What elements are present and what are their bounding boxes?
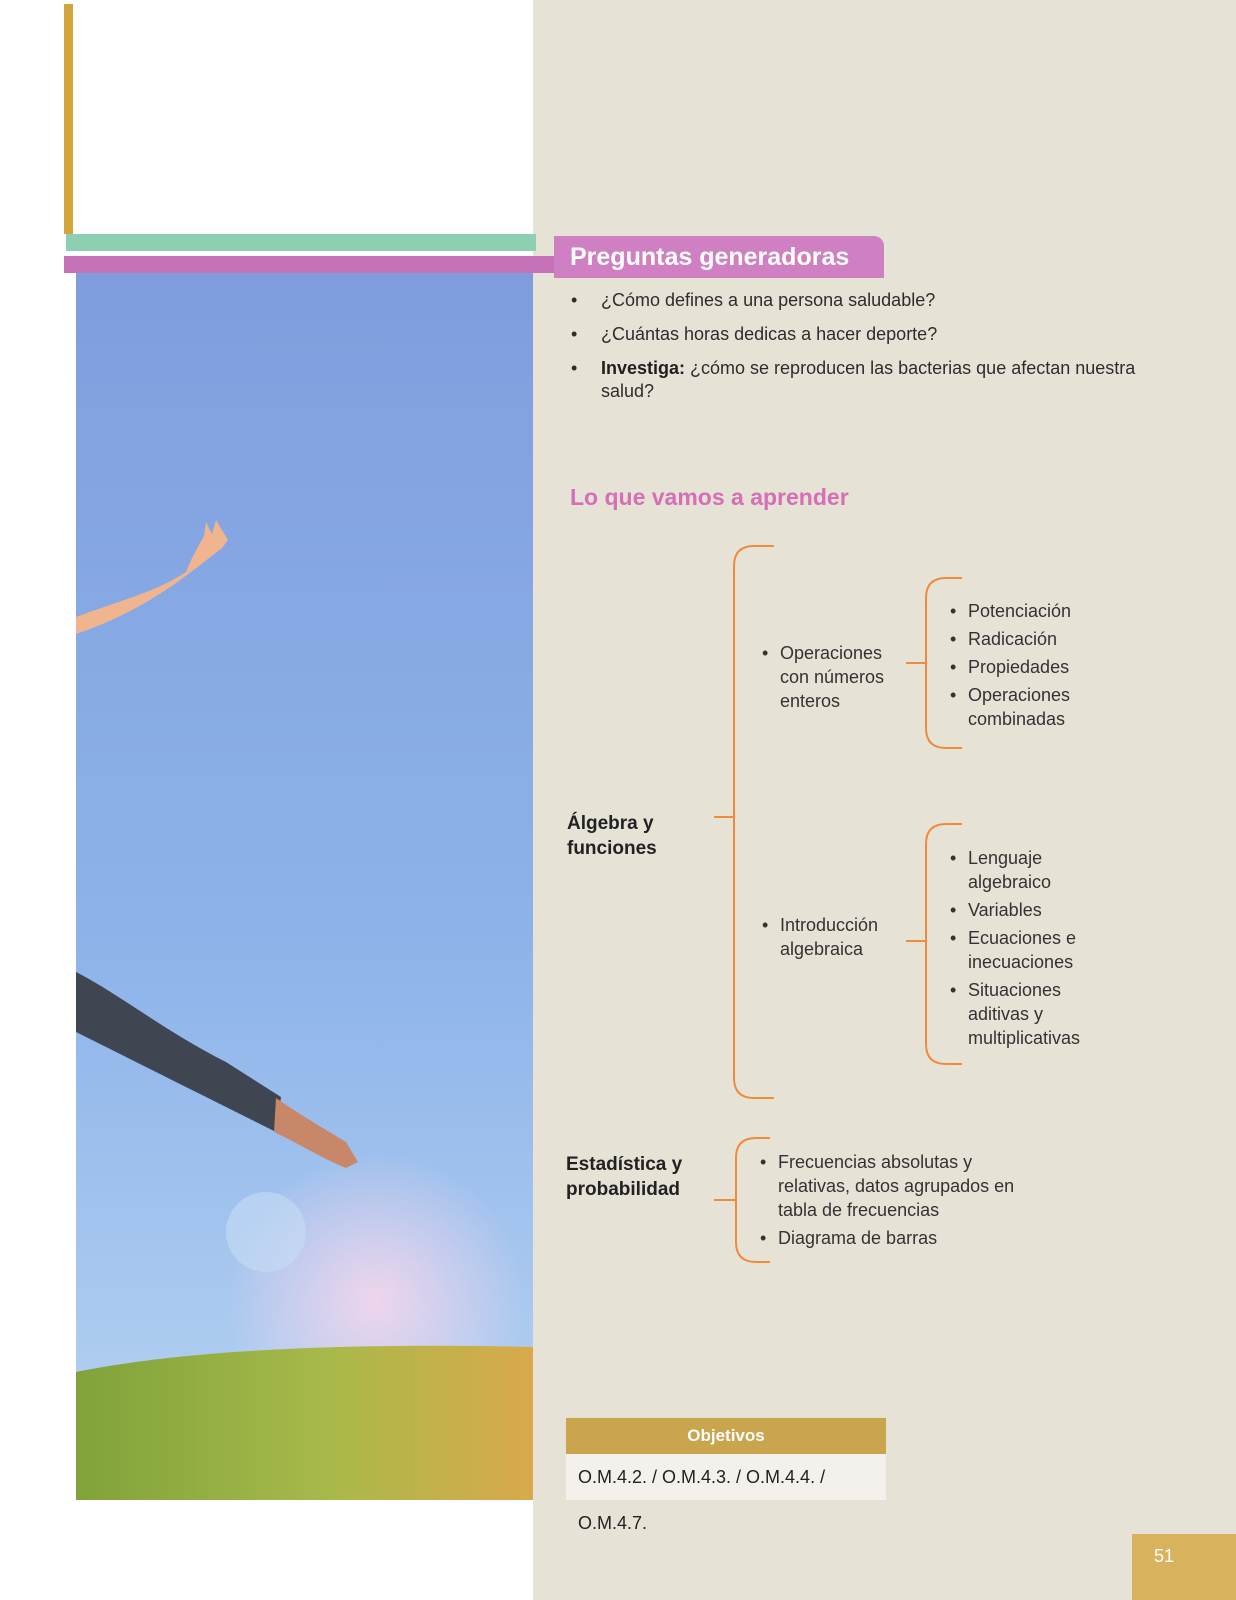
list-item: • Situaciones aditivas y multiplicativas [950,978,1098,1050]
category-algebra: Álgebra y funciones [567,813,657,859]
list-item: • Lenguaje algebraico [950,846,1068,894]
objetivos-codes: O.M.4.2. / O.M.4.3. / O.M.4.4. / O.M.4.7. [566,1454,886,1500]
list-operaciones [950,599,1120,731]
category-estadistica: Estadística y probabilidad [566,1154,683,1200]
sky-jump-photo [76,272,533,1500]
list-item: • Investiga: ¿cómo se reproducen las bacterias que afectan nuestra salud? [568,357,1148,403]
preguntas-heading: Preguntas generadoras [554,236,884,278]
teal-stripe [66,234,536,251]
preguntas-list [568,289,1148,414]
list-item: • Ecuaciones e inecuaciones [950,926,1098,974]
list-item: • Operaciones combinadas [950,683,1083,731]
list-item: • Propiedades [950,655,1120,679]
page-number: 51 [1132,1534,1236,1600]
objetivos-heading: Objetivos [566,1418,886,1454]
list-item: • Potenciación [950,599,1120,623]
list-item: • ¿Cómo defines a una persona saludable? [568,289,1148,312]
list-item: • ¿Cuántas horas dedicas a hacer deporte? [568,323,1148,346]
list-item: • Variables [950,898,1110,922]
list-item: • Frecuencias absolutas y relativas, datos agrupados en tabla de frecuencias [760,1150,1048,1222]
list-item: • Radicación [950,627,1120,651]
list-introduccion [950,846,1110,1050]
list-estadistica [760,1150,1060,1250]
list-item: • Diagrama de barras [760,1226,1060,1250]
node-introduccion: • Introducción algebraica [762,913,897,961]
aprender-title: Lo que vamos a aprender [570,484,849,510]
top-blank-area [70,0,533,235]
node-operaciones: • Operaciones con números enteros [762,641,897,713]
gold-edge-strip [64,4,73,234]
